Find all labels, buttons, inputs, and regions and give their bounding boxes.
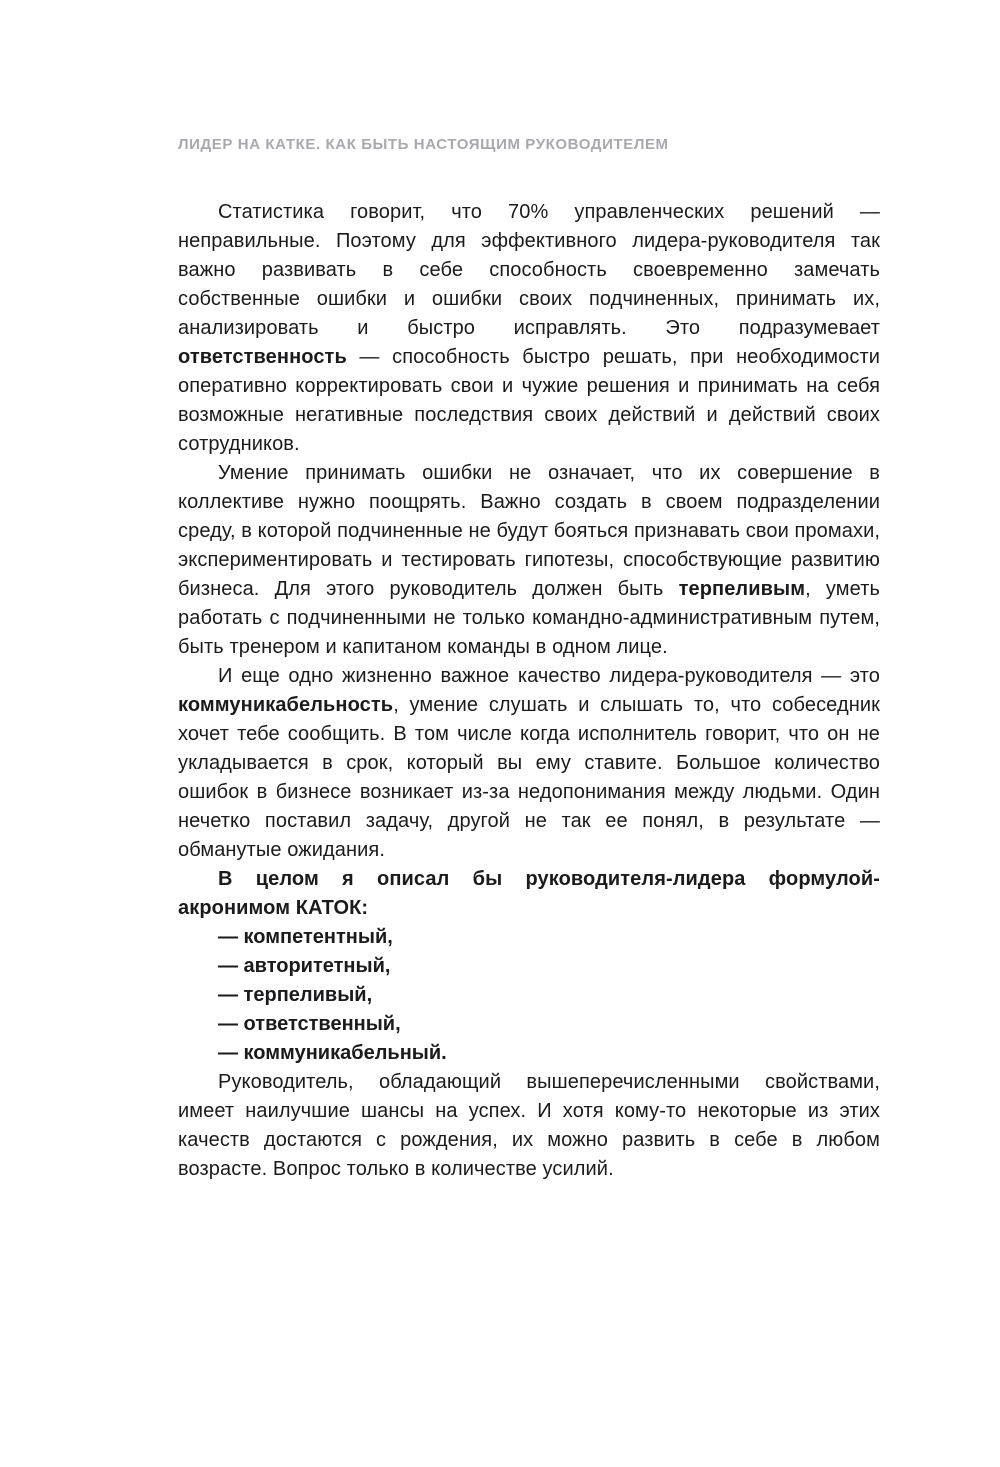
acronym-list (178, 923, 880, 1068)
page-content (178, 198, 880, 1184)
list-item-communicative (178, 1039, 880, 1068)
text-run: Умение принимать ошибки не означает, что их совершение в коллективе нужно поощрять. Важно создать в своем подразделении среду, в которой подчиненные не будут бояться признавать свои промахи, экспериментировать и тестировать гипотезы, способствующие развитию бизнеса. Для этого руководитель должен быть (178, 462, 880, 600)
list-item-text: — терпеливый, (218, 984, 373, 1006)
paragraph-statistics (178, 198, 880, 459)
list-item-patient (178, 981, 880, 1010)
text-run: , умение слушать и слышать то, что собеседник хочет тебе сообщить. В том числе когда исполнитель говорит, что он не укладывается в срок, который вы ему ставите. Большое количество ошибок в бизнесе возникает из-за недопонимания между людьми. Один нечетко поставил задачу, другой не так ее понял, в результате — обманутые ожидания. (178, 694, 880, 861)
bold-term-responsibility: ответственность (178, 346, 347, 368)
acronym-intro-text: В целом я описал бы руководителя-лидера формулой-акронимом КАТОК: (178, 868, 880, 919)
text-run: — способность быстро решать, при необходимости оперативно корректировать свои и чужие решения и принимать на себя возможные негативные последствия своих действий и действий своих сотрудников. (178, 346, 880, 455)
paragraph-communication (178, 662, 880, 865)
text-run: Руководитель, обладающий вышеперечисленными свойствами, имеет наилучшие шансы на успех. И хотя кому-то некоторые из этих качеств достаются с рождения, их можно развить в себе в любом возрасте. Вопрос только в количестве усилий. (178, 1071, 880, 1180)
paragraph-closing (178, 1068, 880, 1184)
list-item-authoritative (178, 952, 880, 981)
text-run: И еще одно жизненно важное качество лидера-руководителя — это (218, 665, 880, 687)
list-item-competent (178, 923, 880, 952)
bold-term-communicative: коммуникабельность (178, 694, 394, 716)
text-run: Статистика говорит, что 70% управленческих решений — неправильные. Поэтому для эффективного лидера-руководителя так важно развивать в себе способность своевременно замечать собственные ошибки и ошибки своих подчиненных, принимать их, анализировать и быстро исправлять. Это подразумевает (178, 201, 880, 339)
list-item-text: — коммуникабельный. (218, 1042, 447, 1064)
list-item-text: — ответственный, (218, 1013, 401, 1035)
list-item-responsible (178, 1010, 880, 1039)
bold-term-patient: терпеливым (678, 578, 806, 600)
list-item-text: — авторитетный, (218, 955, 391, 977)
paragraph-mistakes (178, 459, 880, 662)
list-item-text: — компетентный, (218, 926, 393, 948)
text-run: , уметь работать с подчиненными не только командно-административным путем, быть тренером и капитаном команды в одном лице. (178, 578, 880, 658)
running-header: ЛИДЕР НА КАТКЕ. КАК БЫТЬ НАСТОЯЩИМ РУКОВОДИТЕЛЕМ (178, 136, 669, 153)
paragraph-acronym-intro (178, 865, 880, 923)
